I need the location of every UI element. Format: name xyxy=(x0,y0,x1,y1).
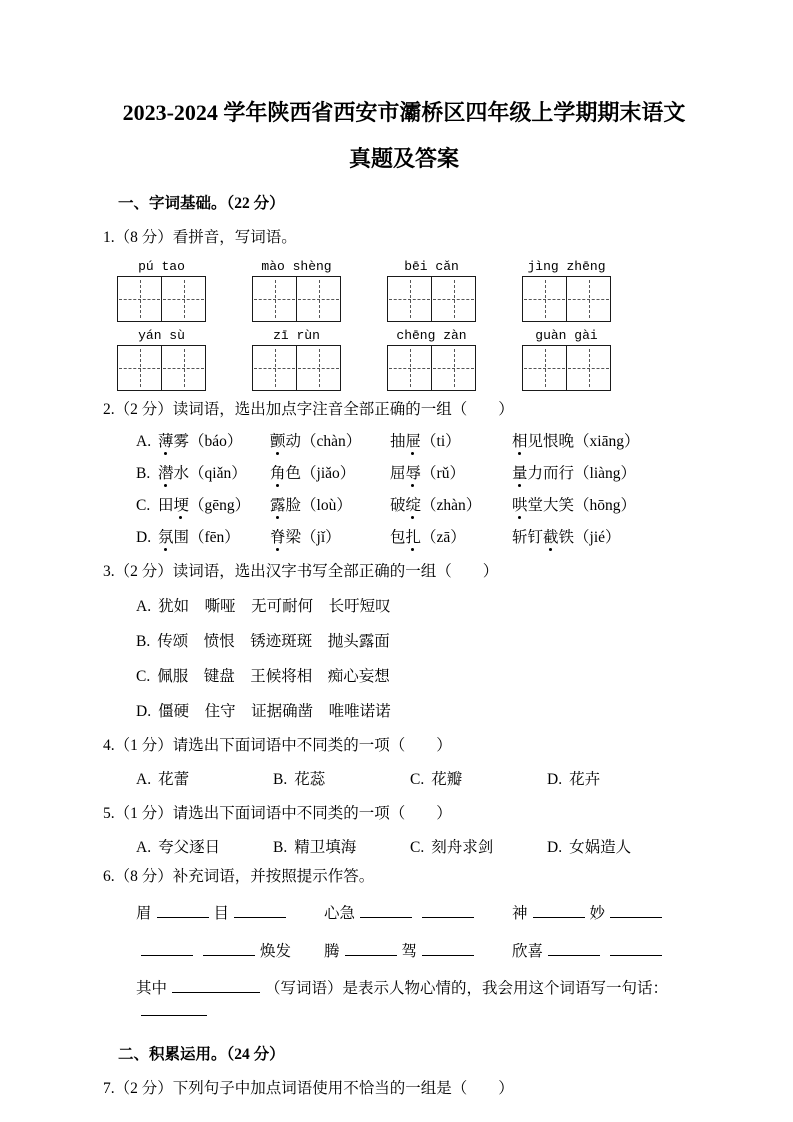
option-item xyxy=(547,769,600,790)
writing-cell xyxy=(523,346,566,390)
word-text: 堂大笑（hōng） xyxy=(527,497,637,514)
section-1-heading: 一、字词基础。（22 分） xyxy=(118,195,285,212)
writing-cell xyxy=(253,346,296,390)
word-text: 屈 xyxy=(390,465,406,482)
q6-fill-area xyxy=(103,902,705,963)
dotted-character: 扎 xyxy=(405,529,422,546)
fill-group xyxy=(324,940,512,963)
writing-cell xyxy=(253,277,296,321)
q7-stem: 7.（2 分）下列句子中加点词语使用不恰当的一组是（ ） xyxy=(103,1080,514,1097)
fill-word-text: 目 xyxy=(213,905,230,922)
option-label: A. xyxy=(136,598,152,615)
option-item xyxy=(547,837,631,858)
pinyin-label: jìng zhēng xyxy=(527,259,606,274)
fill-word-text: 其中 xyxy=(136,980,168,997)
option-row xyxy=(103,431,705,452)
word-with-pinyin xyxy=(512,431,639,452)
word-text: （zhàn） xyxy=(421,497,482,514)
writing-cell xyxy=(118,277,161,321)
option-text: 花蕾 xyxy=(158,771,190,788)
q6-sentence-line xyxy=(103,977,705,1023)
pinyin-word-column xyxy=(387,327,476,391)
dotted-character: 量 xyxy=(512,465,528,482)
word-text: 田 xyxy=(158,497,174,514)
option-text: 佩服 键盘 王候将相 痴心妄想 xyxy=(157,668,390,685)
option-label: B. xyxy=(136,633,151,650)
word-with-pinyin xyxy=(158,495,270,516)
dotted-character: 屉 xyxy=(405,433,422,450)
word-with-pinyin xyxy=(512,495,636,516)
dotted-character: 辱 xyxy=(405,465,422,482)
word-text: 力而行（liàng） xyxy=(527,465,637,482)
word-with-pinyin xyxy=(270,431,390,452)
character-writing-box xyxy=(387,276,476,322)
option-row xyxy=(103,596,705,617)
pinyin-label: chēng zàn xyxy=(396,328,467,343)
answer-blank xyxy=(610,903,662,918)
word-text: 水（qiǎn） xyxy=(173,465,247,482)
option-item xyxy=(273,769,410,790)
answer-blank xyxy=(422,903,474,918)
fill-group xyxy=(512,902,667,925)
answer-blank xyxy=(345,941,397,956)
dotted-character: 薄 xyxy=(158,433,174,450)
option-label: C. xyxy=(136,668,151,685)
dotted-character: 露 xyxy=(270,497,286,514)
fill-row xyxy=(103,940,705,963)
pinyin-label: pú tao xyxy=(138,259,185,274)
word-text: （ti） xyxy=(421,433,461,450)
word-text: （zā） xyxy=(421,529,466,546)
writing-cell xyxy=(566,346,610,390)
option-text: 夸父逐日 xyxy=(158,839,221,856)
word-text: 围（fēn） xyxy=(173,529,240,546)
dotted-character: 氛 xyxy=(158,529,174,546)
answer-blank xyxy=(548,941,600,956)
writing-cell xyxy=(388,346,431,390)
pinyin-label: mào shèng xyxy=(261,259,332,274)
writing-cell xyxy=(118,346,161,390)
option-item xyxy=(136,837,273,858)
word-with-pinyin xyxy=(390,495,512,516)
word-text: 斩钉 xyxy=(512,529,544,546)
word-text: 铁（jié） xyxy=(558,529,621,546)
fill-word-text: 心急 xyxy=(324,905,356,922)
fill-group xyxy=(512,940,667,963)
answer-blank xyxy=(141,941,193,956)
option-row xyxy=(103,495,705,516)
word-text: 见恨晚（xiāng） xyxy=(527,433,640,450)
character-writing-box xyxy=(117,345,206,391)
option-text: 花卉 xyxy=(569,771,601,788)
character-writing-box xyxy=(522,345,611,391)
fill-word-text: 眉 xyxy=(136,905,152,922)
fill-word-text: 驾 xyxy=(401,943,418,960)
answer-blank xyxy=(610,941,662,956)
option-label: C. xyxy=(410,839,425,856)
word-with-pinyin xyxy=(390,431,512,452)
option-text: 刻舟求剑 xyxy=(431,839,494,856)
q4-stem: 4.（1 分）请选出下面词语中不同类的一项（ ） xyxy=(103,737,452,754)
option-row xyxy=(103,527,705,548)
option-text: 精卫填海 xyxy=(294,839,357,856)
option-label: D. xyxy=(547,771,563,788)
writing-cell xyxy=(566,277,610,321)
fill-group xyxy=(136,902,324,925)
word-with-pinyin xyxy=(158,463,270,484)
dotted-character: 角 xyxy=(270,465,286,482)
pinyin-word-column xyxy=(252,327,341,391)
option-text: 犹如 嘶哑 无可耐何 长吁短叹 xyxy=(158,598,391,615)
q4-options xyxy=(103,769,705,790)
writing-cell xyxy=(431,346,475,390)
writing-cell xyxy=(431,277,475,321)
option-text: 花蕊 xyxy=(294,771,326,788)
option-label: A. xyxy=(136,771,152,788)
answer-blank xyxy=(422,941,474,956)
option-text: 僵硬 住守 证据确凿 唯唯诺诺 xyxy=(158,703,391,720)
option-row xyxy=(103,666,705,687)
pinyin-word-column xyxy=(387,258,476,322)
fill-word-text: 神 xyxy=(512,905,528,922)
q1-pinyin-grid xyxy=(117,258,705,391)
option-label: B. xyxy=(136,465,151,482)
word-with-pinyin xyxy=(270,495,390,516)
option-label: C. xyxy=(410,771,425,788)
dotted-character: 脊 xyxy=(270,529,286,546)
word-with-pinyin xyxy=(512,527,621,548)
writing-cell xyxy=(161,346,205,390)
answer-blank xyxy=(533,903,585,918)
q1-stem: 1.（8 分）看拼音，写词语。 xyxy=(103,229,297,246)
dotted-character: 绽 xyxy=(405,497,422,514)
pinyin-word-column xyxy=(117,258,206,322)
word-text: 梁（jǐ） xyxy=(285,529,341,546)
word-text: （rǔ） xyxy=(421,465,465,482)
option-text: 花瓣 xyxy=(431,771,463,788)
dotted-character: 潜 xyxy=(158,465,174,482)
option-item xyxy=(273,837,410,858)
fill-word-text: 焕发 xyxy=(260,943,292,960)
word-with-pinyin xyxy=(270,527,390,548)
option-label: D. xyxy=(136,703,152,720)
pinyin-word-column xyxy=(522,258,611,322)
word-text: （gēng） xyxy=(189,497,251,514)
option-text: 传颂 愤恨 锈迹斑斑 抛头露面 xyxy=(157,633,390,650)
dotted-character: 截 xyxy=(543,529,559,546)
exam-title-line-1: 2023-2024 学年陕西省西安市灞桥区四年级上学期期末语文 xyxy=(122,100,686,125)
writing-cell xyxy=(296,346,340,390)
exam-title-line-2: 真题及答案 xyxy=(348,146,459,171)
option-item xyxy=(410,769,547,790)
fill-row xyxy=(103,902,705,925)
q3-stem: 3.（2 分）读词语，选出汉字书写全部正确的一组（ ） xyxy=(103,563,499,580)
option-label: D. xyxy=(136,529,152,546)
word-text: 破 xyxy=(390,497,406,514)
fill-word-text: （写词语）是表示人物心情的，我会用这个词语写一句话： xyxy=(265,980,669,997)
q2-stem: 2.（2 分）读词语，选出加点字注音全部正确的一组（ ） xyxy=(103,401,514,418)
character-writing-box xyxy=(117,276,206,322)
word-with-pinyin xyxy=(390,463,512,484)
word-with-pinyin xyxy=(270,463,390,484)
fill-word-text: 妙 xyxy=(589,905,606,922)
writing-cell xyxy=(523,277,566,321)
writing-cell xyxy=(161,277,205,321)
fill-group xyxy=(136,940,324,963)
section-2-heading: 二、积累运用。（24 分） xyxy=(118,1046,285,1063)
pinyin-label: yán sù xyxy=(138,328,185,343)
character-writing-box xyxy=(387,345,476,391)
fill-group xyxy=(324,902,512,925)
word-with-pinyin xyxy=(390,527,512,548)
option-label: B. xyxy=(273,771,288,788)
q5-options xyxy=(103,837,705,858)
pinyin-label: guàn gài xyxy=(535,328,598,343)
answer-blank xyxy=(172,978,260,993)
pinyin-grid-row xyxy=(117,327,705,391)
pinyin-word-column xyxy=(117,327,206,391)
option-row xyxy=(103,631,705,652)
q5-stem: 5.（1 分）请选出下面词语中不同类的一项（ ） xyxy=(103,805,452,822)
dotted-character: 埂 xyxy=(173,497,190,514)
dotted-character: 颤 xyxy=(270,433,286,450)
word-with-pinyin xyxy=(512,463,636,484)
fill-word-text: 欣喜 xyxy=(512,943,544,960)
word-text: 雾（báo） xyxy=(173,433,243,450)
writing-cell xyxy=(296,277,340,321)
word-text: 包 xyxy=(390,529,406,546)
pinyin-grid-row xyxy=(117,258,705,322)
character-writing-box xyxy=(252,345,341,391)
pinyin-label: bēi cǎn xyxy=(404,259,459,274)
pinyin-label: zī rùn xyxy=(273,328,320,343)
answer-blank xyxy=(203,941,255,956)
option-row xyxy=(103,701,705,722)
q2-options xyxy=(103,431,705,548)
option-label: B. xyxy=(273,839,288,856)
writing-cell xyxy=(388,277,431,321)
word-text: 抽 xyxy=(390,433,406,450)
q6-stem: 6.（8 分）补充词语，并按照提示作答。 xyxy=(103,868,375,885)
option-label: A. xyxy=(136,839,152,856)
option-label: C. xyxy=(136,497,151,514)
answer-blank xyxy=(360,903,412,918)
option-text: 女娲造人 xyxy=(569,839,632,856)
option-label: D. xyxy=(547,839,563,856)
pinyin-word-column xyxy=(252,258,341,322)
option-item xyxy=(410,837,547,858)
dotted-character: 相 xyxy=(512,433,528,450)
fill-word-text: 腾 xyxy=(324,943,340,960)
option-item xyxy=(136,769,273,790)
word-with-pinyin xyxy=(158,527,270,548)
character-writing-box xyxy=(522,276,611,322)
option-row xyxy=(103,463,705,484)
word-text: 色（jiǎo） xyxy=(285,465,356,482)
answer-blank xyxy=(141,1001,207,1016)
word-text: 脸（loù） xyxy=(285,497,352,514)
q3-options xyxy=(103,596,705,722)
option-label: A. xyxy=(136,433,152,450)
word-with-pinyin xyxy=(158,431,270,452)
answer-blank xyxy=(234,903,286,918)
answer-blank xyxy=(157,903,209,918)
character-writing-box xyxy=(252,276,341,322)
dotted-character: 哄 xyxy=(512,497,528,514)
exam-title xyxy=(103,90,705,182)
pinyin-word-column xyxy=(522,327,611,391)
word-text: 动（chàn） xyxy=(285,433,362,450)
